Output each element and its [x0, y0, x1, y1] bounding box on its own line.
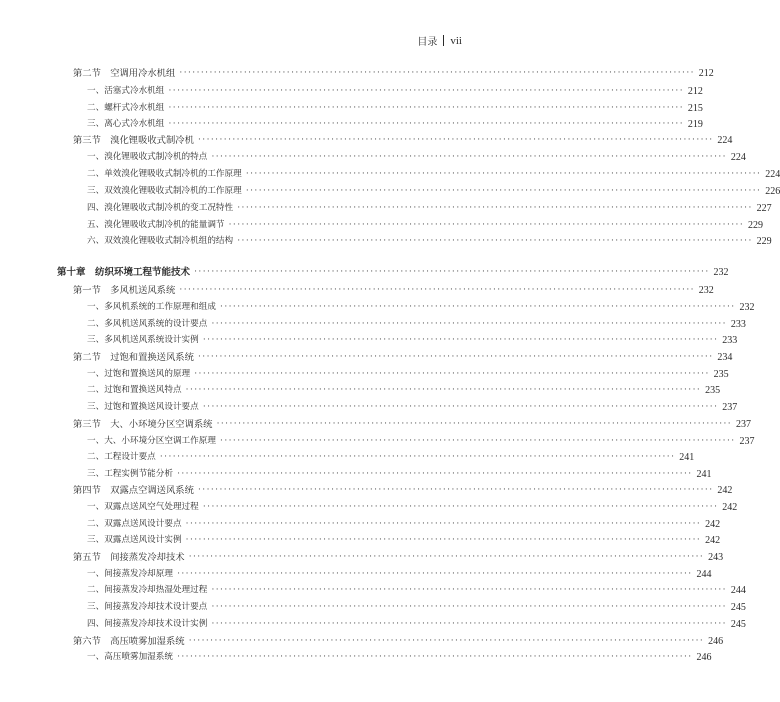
toc-subsection-entry	[0, 201, 772, 216]
toc-page-number: 246	[708, 636, 724, 647]
toc-subsection-entry	[0, 234, 772, 249]
toc-page-number: 244	[730, 585, 746, 596]
toc-page-number: 235	[705, 385, 721, 396]
toc-page-number: 224	[730, 152, 746, 163]
toc-page-number: 212	[698, 68, 714, 79]
toc-leader-dots: ························································································································	[211, 319, 727, 329]
toc-entry-title: 二、过饱和置换送风特点	[87, 385, 182, 395]
toc-entry-title: 第四节 双露点空调送风系统	[73, 485, 194, 496]
toc-leader-dots: ························································································································	[216, 419, 732, 429]
toc-entry-title: 三、离心式冷水机组	[87, 119, 165, 129]
toc-entry-title: 第五节 间接蒸发冷却技术	[73, 552, 185, 563]
toc-leader-dots: ························································································································	[168, 86, 684, 96]
toc-entry-title: 二、工程设计要点	[87, 452, 156, 462]
toc-page-number: 229	[748, 220, 764, 231]
toc-entry-title: 二、双露点送风设计要点	[87, 519, 182, 529]
toc-page-number: 245	[730, 619, 746, 630]
toc-page-number: 241	[696, 469, 712, 480]
toc-page-number: 237	[722, 402, 738, 413]
toc-subsection-entry	[0, 383, 721, 398]
toc-leader-dots: ························································································································	[211, 585, 727, 595]
toc-leader-dots: ························································································································	[176, 569, 693, 579]
toc-entry-title: 二、单效溴化锂吸收式制冷机的工作原理	[87, 169, 242, 179]
toc-entry-title: 第三节 大、小环境分区空调系统	[73, 419, 213, 430]
toc-subsection-entry	[0, 300, 755, 315]
toc-entry-title: 二、间接蒸发冷却热湿处理过程	[87, 585, 208, 595]
toc-leader-dots: ························································································································	[211, 619, 727, 629]
toc-page-number: 242	[705, 519, 721, 530]
toc-entry-title: 四、溴化锂吸收式制冷机的变工况特性	[87, 203, 234, 213]
toc-page-number: 227	[756, 203, 772, 214]
toc-leader-dots: ························································································································	[219, 436, 736, 446]
toc-leader-dots: ························································································································	[237, 203, 753, 213]
toc-page-number: 215	[687, 103, 703, 114]
toc-leader-dots: ························································································································	[219, 302, 736, 312]
toc-page-number: 224	[717, 135, 733, 146]
toc-entry-title: 一、过饱和置换送风的原理	[87, 369, 191, 379]
toc-entry-title: 一、双露点送风空气处理过程	[87, 502, 199, 512]
toc-leader-dots: ························································································································	[179, 68, 695, 78]
toc-leader-dots: ························································································································	[197, 135, 714, 145]
toc-entry-title: 二、多风机送风系统的设计要点	[87, 319, 208, 329]
toc-entry-title: 第二节 过饱和置换送风系统	[73, 352, 194, 363]
toc-entry-title: 三、多风机送风系统设计实例	[87, 335, 199, 345]
toc-entry-title: 二、螺杆式冷水机组	[87, 103, 165, 113]
toc-section-entry	[0, 550, 724, 565]
header-page-number: vii	[450, 34, 462, 47]
toc-subsection-entry	[0, 650, 712, 665]
toc-entry-title: 六、双效溴化锂吸收式制冷机组的结构	[87, 236, 234, 246]
toc-leader-dots: ························································································································	[211, 152, 727, 162]
toc-leader-dots: ························································································································	[168, 103, 684, 113]
toc-entry-title: 一、溴化锂吸收式制冷机的特点	[87, 152, 208, 162]
toc-subsection-entry	[0, 583, 746, 598]
toc-section-entry	[0, 66, 714, 81]
toc-subsection-entry	[0, 167, 780, 182]
toc-page-number: 233	[722, 335, 738, 346]
toc-section-entry	[0, 350, 733, 365]
toc-subsection-entry	[0, 533, 721, 548]
toc-entry-title: 三、双露点送风设计实例	[87, 535, 182, 545]
toc-leader-dots: ························································································································	[168, 119, 684, 129]
toc-page-number: 219	[687, 119, 703, 130]
toc-leader-dots: ························································································································	[197, 485, 714, 495]
toc-subsection-entry	[0, 101, 703, 116]
toc-section-entry	[0, 417, 751, 432]
toc-section-entry	[0, 283, 714, 298]
toc-subsection-entry	[0, 150, 746, 165]
toc-subsection-entry	[0, 184, 780, 199]
toc-entry-title: 三、过饱和置换送风设计要点	[87, 402, 199, 412]
toc-page-number: 232	[739, 302, 755, 313]
toc-page-number: 237	[735, 419, 751, 430]
toc-leader-dots: ························································································································	[228, 220, 745, 230]
toc-page-number: 229	[756, 236, 772, 247]
toc-leader-dots: ························································································································	[179, 285, 695, 295]
toc-entry-title: 第一节 多风机送风系统	[73, 285, 176, 296]
toc-page-number: 237	[739, 436, 755, 447]
toc-leader-dots: ························································································································	[211, 602, 727, 612]
toc-entry-title: 一、多风机系统的工作原理和组成	[87, 302, 216, 312]
toc-leader-dots: ························································································································	[197, 352, 714, 362]
toc-entry-title: 三、间接蒸发冷却技术设计要点	[87, 602, 208, 612]
toc-page-number: 242	[705, 535, 721, 546]
toc-leader-dots: ························································································································	[202, 402, 719, 412]
toc-leader-dots: ························································································································	[185, 535, 702, 545]
toc-section-entry	[0, 133, 733, 148]
toc-page-number: 232	[713, 267, 729, 278]
toc-subsection-entry	[0, 218, 764, 233]
toc-section-entry	[0, 634, 724, 649]
toc-page-number: 241	[679, 452, 695, 463]
toc-leader-dots: ························································································································	[185, 519, 702, 529]
toc-subsection-entry	[0, 467, 712, 482]
toc-page-number: 226	[765, 186, 780, 197]
toc-leader-dots: ························································································································	[202, 502, 719, 512]
toc-leader-dots: ························································································································	[194, 369, 710, 379]
toc-entry-title: 第三节 溴化锂吸收式制冷机	[73, 135, 194, 146]
toc-entry-title: 第六节 高压喷雾加湿系统	[73, 636, 185, 647]
toc-entry-title: 五、溴化锂吸收式制冷机的能量调节	[87, 220, 225, 230]
toc-subsection-entry	[0, 333, 738, 348]
toc-page-number: 232	[698, 285, 714, 296]
toc-leader-dots: ························································································································	[188, 636, 705, 646]
toc-section-entry	[0, 483, 733, 498]
toc-page-number: 243	[708, 552, 724, 563]
toc-subsection-entry	[0, 117, 703, 132]
toc-page-number: 244	[696, 569, 712, 580]
toc-page-number: 212	[687, 86, 703, 97]
toc-leader-dots: ························································································································	[185, 385, 702, 395]
toc-page-number: 233	[730, 319, 746, 330]
toc-subsection-entry	[0, 617, 746, 632]
toc-entry-title: 第十章 纺织环境工程节能技术	[57, 267, 191, 278]
toc-page-number: 242	[722, 502, 738, 513]
toc-page-number: 224	[765, 169, 780, 180]
toc-page-number: 246	[696, 652, 712, 663]
toc-leader-dots: ························································································································	[176, 652, 693, 662]
toc-leader-dots: ························································································································	[188, 552, 705, 562]
toc-entry-title: 一、间接蒸发冷却原理	[87, 569, 173, 579]
toc-subsection-entry	[0, 400, 738, 415]
toc-leader-dots: ························································································································	[159, 452, 676, 462]
toc-leader-dots: ························································································································	[237, 236, 753, 246]
toc-leader-dots: ························································································································	[194, 267, 710, 277]
toc-page-number: 234	[717, 352, 733, 363]
toc-page-number: 235	[713, 369, 729, 380]
toc-entry-title: 一、高压喷雾加湿系统	[87, 652, 173, 662]
toc-subsection-entry	[0, 434, 755, 449]
toc-subsection-entry	[0, 450, 695, 465]
toc-chapter-entry	[0, 265, 729, 280]
toc-subsection-entry	[0, 84, 703, 99]
toc-leader-dots: ························································································································	[176, 469, 693, 479]
toc-subsection-entry	[0, 317, 746, 332]
toc-leader-dots: ························································································································	[245, 186, 762, 196]
toc-entry-title: 一、活塞式冷水机组	[87, 86, 165, 96]
toc-page-number: 245	[730, 602, 746, 613]
header-section-title: 目录	[417, 37, 438, 48]
toc-entry-title: 三、工程实例节能分析	[87, 469, 173, 479]
toc-page-number: 242	[717, 485, 733, 496]
toc-subsection-entry	[0, 517, 721, 532]
toc-subsection-entry	[0, 367, 729, 382]
toc-subsection-entry	[0, 600, 746, 615]
toc-entry-title: 四、间接蒸发冷却技术设计实例	[87, 619, 208, 629]
toc-entry-title: 一、大、小环境分区空调工作原理	[87, 436, 216, 446]
toc-entry-title: 第二节 空调用冷水机组	[73, 68, 176, 79]
toc-entry-title: 三、双效溴化锂吸收式制冷机的工作原理	[87, 186, 242, 196]
toc-leader-dots: ························································································································	[245, 169, 762, 179]
toc-subsection-entry	[0, 567, 712, 582]
toc-leader-dots: ························································································································	[202, 335, 719, 345]
toc-subsection-entry	[0, 500, 738, 515]
